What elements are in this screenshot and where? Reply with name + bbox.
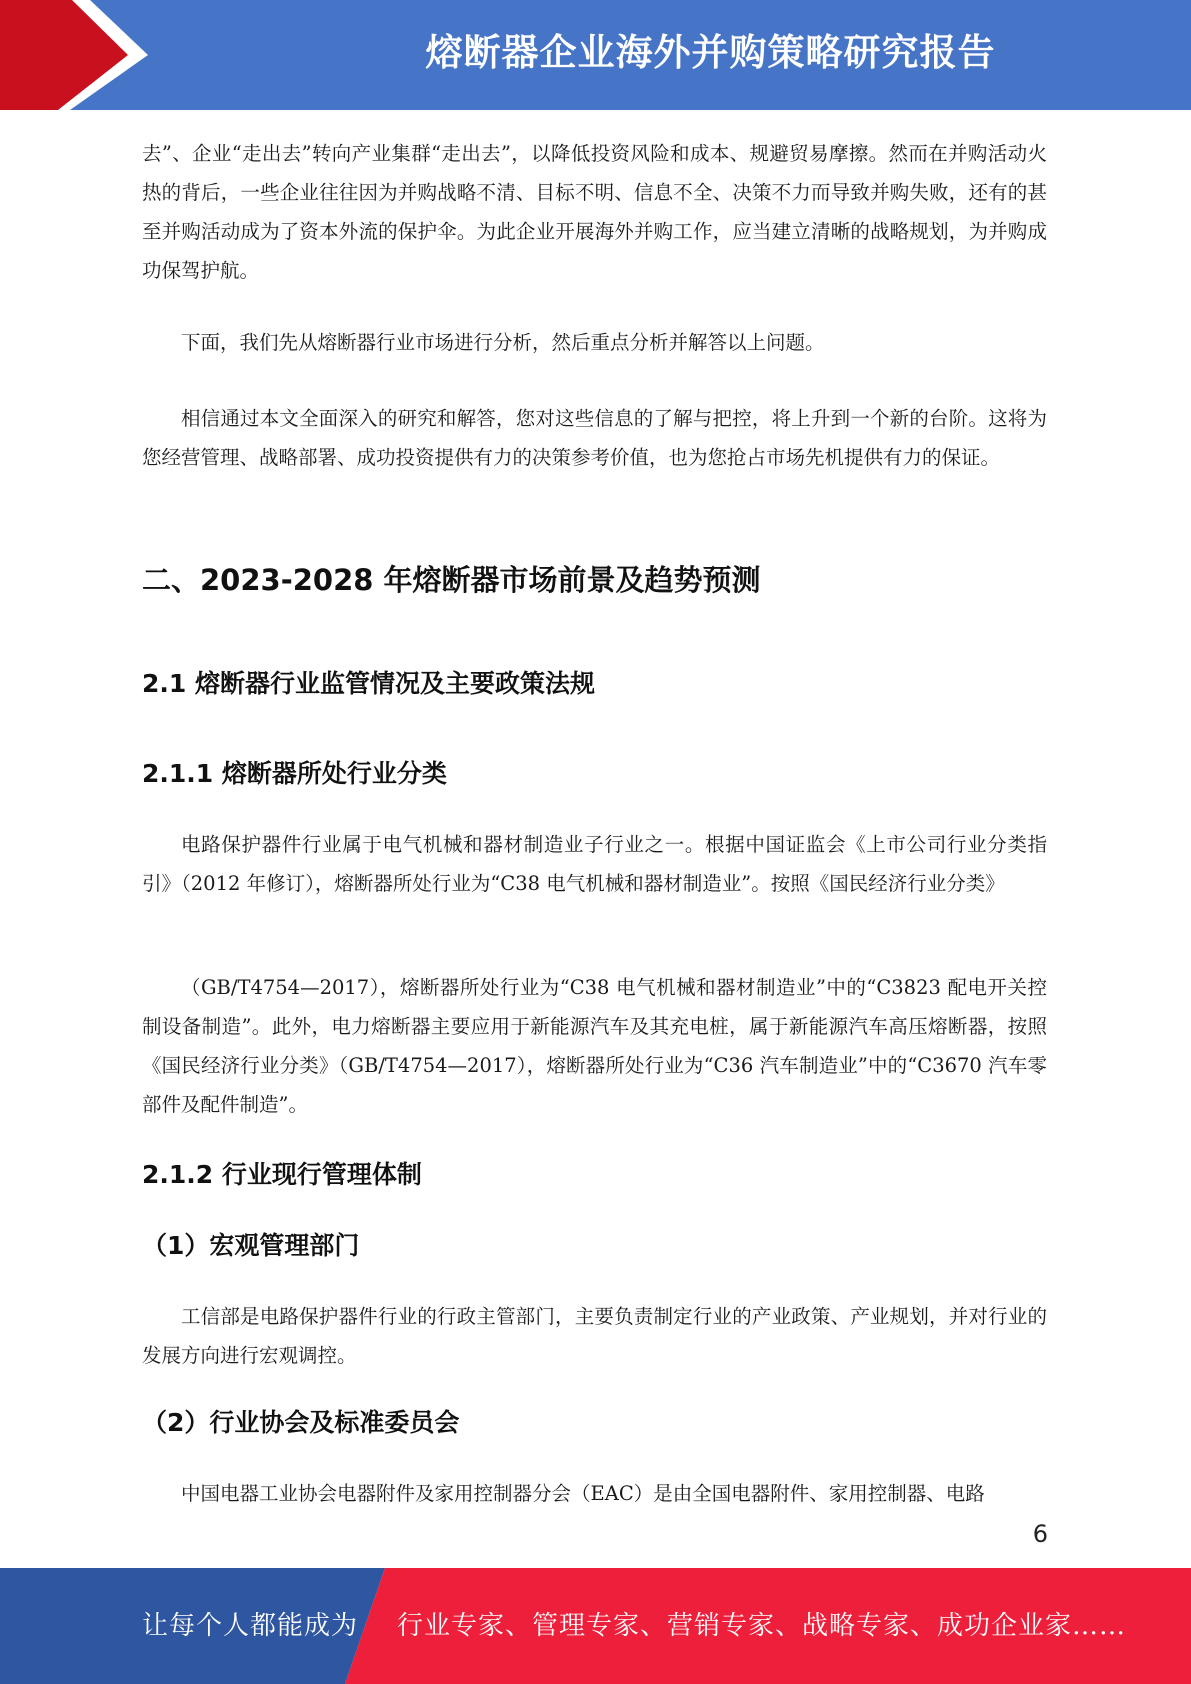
report-title: 熔断器企业海外并购策略研究报告 (425, 31, 996, 74)
section-heading-2: 二、2023-2028 年熔断器市场前景及趋势预测 (142, 563, 761, 597)
footer-slogan-left: 让每个人都能成为 (142, 1611, 359, 1641)
heading-industry-association: （2）行业协会及标准委员会 (142, 1408, 460, 1437)
page-number: 6 (1032, 1520, 1048, 1548)
page-header (0, 0, 1191, 110)
paragraph-classification-standard: （GB/T4754—2017），熔断器所处行业为“C38 电气机械和器材制造业”中的“C3823 配电开关控制设备制造”。此外，电力熔断器主要应用于新能源汽车及其充电桩，属于新能源汽车高压熔断器，按照《国民经济行业分类》（GB/T4754—2017），熔断器所处行业为“C36 汽车制造业”中的“C3670 汽车零部件及配件制造”。 (142, 976, 1047, 1116)
paragraph-miit: 工信部是电路保护器件行业的行政主管部门，主要负责制定行业的产业政策、产业规划，并对行业的发展方向进行宏观调控。 (142, 1305, 1047, 1367)
paragraph-analysis-plan: 下面，我们先从熔断器行业市场进行分析，然后重点分析并解答以上问题。 (181, 331, 825, 354)
paragraph-eac: 中国电器工业协会电器附件及家用控制器分会（EAC）是由全国电器附件、家用控制器、电路 (181, 1482, 985, 1505)
subsection-heading-2-1-1: 2.1.1 熔断器所处行业分类 (142, 759, 447, 788)
paragraph-industry-classification: 电路保护器件行业属于电气机械和器材制造业子行业之一。根据中国证监会《上市公司行业分类指引》（2012 年修订），熔断器所处行业为“C38 电气机械和器材制造业”。按照《国民经济行业分类》 (142, 833, 1047, 895)
paragraph-strategy-intro: 去”、企业“走出去”转向产业集群“走出去”，以降低投资风险和成本、规避贸易摩擦。然而在并购活动火热的背后，一些企业往往因为并购战略不清、目标不明、信息不全、决策不力而导致并购失败，还有的甚至并购活动成为了资本外流的保护伞。为此企业开展海外并购工作，应当建立清晰的战略规划，为并购成功保驾护航。 (142, 142, 1047, 282)
paragraph-value-statement: 相信通过本文全面深入的研究和解答，您对这些信息的了解与把控，将上升到一个新的台阶。这将为您经营管理、战略部署、成功投资提供有力的决策参考价值，也为您抢占市场先机提供有力的保证。 (142, 407, 1047, 469)
page-footer (0, 1568, 1191, 1684)
heading-macro-management: （1）宏观管理部门 (142, 1231, 360, 1260)
subsection-heading-2-1-2: 2.1.2 行业现行管理体制 (142, 1160, 422, 1189)
footer-slogan-right: 行业专家、管理专家、营销专家、战略专家、成功企业家…… (397, 1611, 1127, 1641)
subsection-heading-2-1: 2.1 熔断器行业监管情况及主要政策法规 (142, 669, 595, 698)
